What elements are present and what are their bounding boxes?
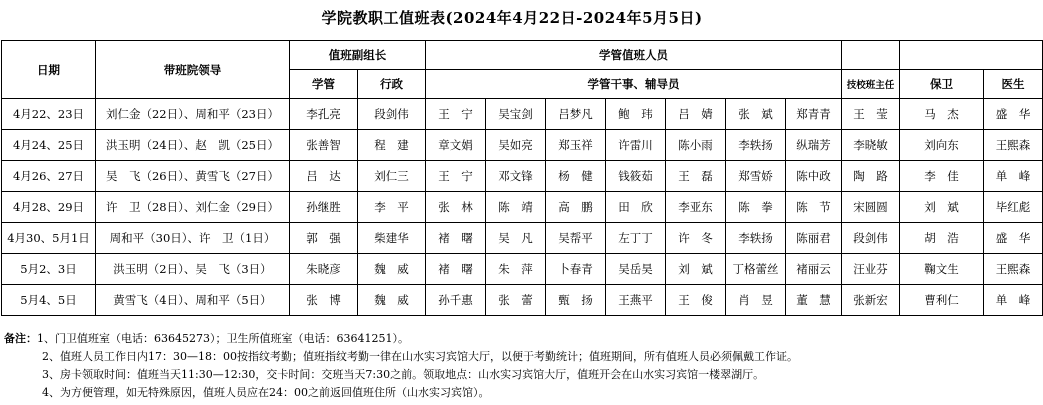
duty-table [1, 40, 1043, 316]
header-deputy-xuegu: 学管 [290, 70, 358, 99]
guard-cell: 胡 浩 [900, 223, 984, 254]
header-deputy: 值班副组长 [290, 41, 426, 70]
staff-cell: 许 冬 [666, 223, 726, 254]
staff-cell: 郑青青 [786, 99, 842, 130]
staff-cell: 甄 扬 [546, 285, 606, 316]
staff-cell: 孙千惠 [426, 285, 486, 316]
deputy-xuegu-cell: 李孔亮 [290, 99, 358, 130]
table-row [2, 99, 1043, 130]
staff-cell: 郑雪娇 [726, 161, 786, 192]
table-row [2, 130, 1043, 161]
header-deputy-xingzheng: 行政 [358, 70, 426, 99]
deputy-xingzheng-cell: 柴建华 [358, 223, 426, 254]
guard-cell: 刘向东 [900, 130, 984, 161]
guard-cell: 鞠文生 [900, 254, 984, 285]
note-line-3: 3、房卡领取时间：值班当天11:30—12:30，交卡时间：交班当天7:30之前。领取地点：山水实习宾馆大厅，值班开会在山水实习宾馆一楼翠湖厅。 [42, 368, 765, 381]
deputy-xuegu-cell: 吕 达 [290, 161, 358, 192]
header-staff-sub: 学管干事、辅导员 [426, 70, 842, 99]
staff-cell: 陈中政 [786, 161, 842, 192]
leader-cell: 洪玉明（2日）、吴 飞（3日） [96, 254, 290, 285]
staff-cell: 褚 曙 [426, 254, 486, 285]
staff-cell: 吕 婧 [666, 99, 726, 130]
deputy-xuegu-cell: 张善智 [290, 130, 358, 161]
header-guard: 保卫 [900, 70, 984, 99]
staff-cell: 肖 昱 [726, 285, 786, 316]
date-cell: 4月24、25日 [2, 130, 96, 161]
leader-cell: 洪玉明（24日）、赵 凯（25日） [96, 130, 290, 161]
table-row [2, 254, 1043, 285]
tech-cell: 李晓敏 [842, 130, 900, 161]
staff-cell: 吴岳昊 [606, 254, 666, 285]
staff-cell: 褚 曙 [426, 223, 486, 254]
doctor-cell: 盛 华 [984, 99, 1043, 130]
table-row [2, 192, 1043, 223]
header-blank [900, 41, 1043, 70]
staff-cell: 李亚东 [666, 192, 726, 223]
tech-cell: 段剑伟 [842, 223, 900, 254]
note-line-2: 2、值班人员工作日内17：30—18：00按指纹考勤；值班指纹考勤一律在山水实习宾馆大厅，以便于考勤统计；值班期间，所有值班人员必须佩戴工作证。 [42, 350, 798, 363]
date-cell: 5月4、5日 [2, 285, 96, 316]
staff-cell: 张 蕾 [486, 285, 546, 316]
deputy-xuegu-cell: 郭 强 [290, 223, 358, 254]
tech-cell: 张新宏 [842, 285, 900, 316]
date-cell: 4月28、29日 [2, 192, 96, 223]
staff-cell: 褚丽云 [786, 254, 842, 285]
staff-cell: 丁格蕾丝 [726, 254, 786, 285]
note-text-1: 1、门卫值班室（电话：63645273）；卫生所值班室（电话：63641251）。 [37, 332, 409, 345]
deputy-xuegu-cell: 朱晓彦 [290, 254, 358, 285]
staff-cell: 左丁丁 [606, 223, 666, 254]
staff-cell: 王 俊 [666, 285, 726, 316]
staff-cell: 陈 靖 [486, 192, 546, 223]
header-staff: 学管值班人员 [426, 41, 842, 70]
staff-cell: 鲍 玮 [606, 99, 666, 130]
staff-cell: 邓文锋 [486, 161, 546, 192]
staff-cell: 田 欣 [606, 192, 666, 223]
staff-cell: 陈小雨 [666, 130, 726, 161]
guard-cell: 刘 斌 [900, 192, 984, 223]
guard-cell: 马 杰 [900, 99, 984, 130]
deputy-xingzheng-cell: 程 建 [358, 130, 426, 161]
header-tech-blank [842, 41, 900, 70]
staff-cell: 吴如亮 [486, 130, 546, 161]
staff-cell: 纵瑞芳 [786, 130, 842, 161]
staff-cell: 郑玉祥 [546, 130, 606, 161]
doctor-cell: 盛 华 [984, 223, 1043, 254]
staff-cell: 刘 斌 [666, 254, 726, 285]
deputy-xingzheng-cell: 魏 威 [358, 254, 426, 285]
staff-cell: 王 磊 [666, 161, 726, 192]
guard-cell: 曹利仁 [900, 285, 984, 316]
staff-cell: 卜春青 [546, 254, 606, 285]
doctor-cell: 单 峰 [984, 161, 1043, 192]
leader-cell: 许 卫（28日）、刘仁金（29日） [96, 192, 290, 223]
staff-cell: 许雷川 [606, 130, 666, 161]
header-leader: 带班院领导 [96, 41, 290, 99]
page-title: 学院教职工值班表(2024年4月22日-2024年5月5日) [321, 9, 703, 27]
staff-cell: 朱 萍 [486, 254, 546, 285]
deputy-xuegu-cell: 张 博 [290, 285, 358, 316]
notes-label: 备注： [4, 332, 37, 345]
tech-cell: 陶 路 [842, 161, 900, 192]
staff-cell: 王 宁 [426, 99, 486, 130]
doctor-cell: 毕红彪 [984, 192, 1043, 223]
note-line-4: 4、为方便管理，如无特殊原因，值班人员应在24：00之前返回值班住所（山水实习宾馆）。 [42, 386, 490, 399]
staff-cell: 钱筱茹 [606, 161, 666, 192]
staff-cell: 陈 节 [786, 192, 842, 223]
leader-cell: 刘仁金（22日）、周和平（23日） [96, 99, 290, 130]
staff-cell: 陈丽君 [786, 223, 842, 254]
note-line-1 [4, 330, 1020, 348]
header-date: 日期 [2, 41, 96, 99]
notes [4, 330, 1020, 402]
header-tech: 技校班主任 [842, 70, 900, 99]
table-row [2, 285, 1043, 316]
staff-cell: 张 斌 [726, 99, 786, 130]
leader-cell: 黄雪飞（4日）、周和平（5日） [96, 285, 290, 316]
staff-cell: 杨 健 [546, 161, 606, 192]
staff-cell: 吴 凡 [486, 223, 546, 254]
guard-cell: 李 佳 [900, 161, 984, 192]
staff-cell: 王燕平 [606, 285, 666, 316]
deputy-xingzheng-cell: 段剑伟 [358, 99, 426, 130]
header-doctor: 医生 [984, 70, 1043, 99]
deputy-xingzheng-cell: 魏 威 [358, 285, 426, 316]
leader-cell: 周和平（30日）、许 卫（1日） [96, 223, 290, 254]
date-cell: 5月2、3日 [2, 254, 96, 285]
staff-cell: 高 鹏 [546, 192, 606, 223]
staff-cell: 张 林 [426, 192, 486, 223]
deputy-xuegu-cell: 孙继胜 [290, 192, 358, 223]
staff-cell: 吴宝剑 [486, 99, 546, 130]
date-cell: 4月26、27日 [2, 161, 96, 192]
staff-cell: 吴帮平 [546, 223, 606, 254]
doctor-cell: 王熙森 [984, 130, 1043, 161]
date-cell: 4月30、5月1日 [2, 223, 96, 254]
table-row [2, 161, 1043, 192]
staff-cell: 李轶扬 [726, 130, 786, 161]
duty-rows [2, 99, 1043, 316]
leader-cell: 吴 飞（26日）、黄雪飞（27日） [96, 161, 290, 192]
table-row [2, 223, 1043, 254]
doctor-cell: 单 峰 [984, 285, 1043, 316]
doctor-cell: 王熙森 [984, 254, 1043, 285]
staff-cell: 章文娟 [426, 130, 486, 161]
deputy-xingzheng-cell: 李 平 [358, 192, 426, 223]
deputy-xingzheng-cell: 刘仁三 [358, 161, 426, 192]
staff-cell: 董 慧 [786, 285, 842, 316]
staff-cell: 李轶扬 [726, 223, 786, 254]
date-cell: 4月22、23日 [2, 99, 96, 130]
tech-cell: 宋圆圆 [842, 192, 900, 223]
staff-cell: 陈 拳 [726, 192, 786, 223]
tech-cell: 汪业芬 [842, 254, 900, 285]
staff-cell: 吕梦凡 [546, 99, 606, 130]
staff-cell: 王 宁 [426, 161, 486, 192]
tech-cell: 王 莹 [842, 99, 900, 130]
